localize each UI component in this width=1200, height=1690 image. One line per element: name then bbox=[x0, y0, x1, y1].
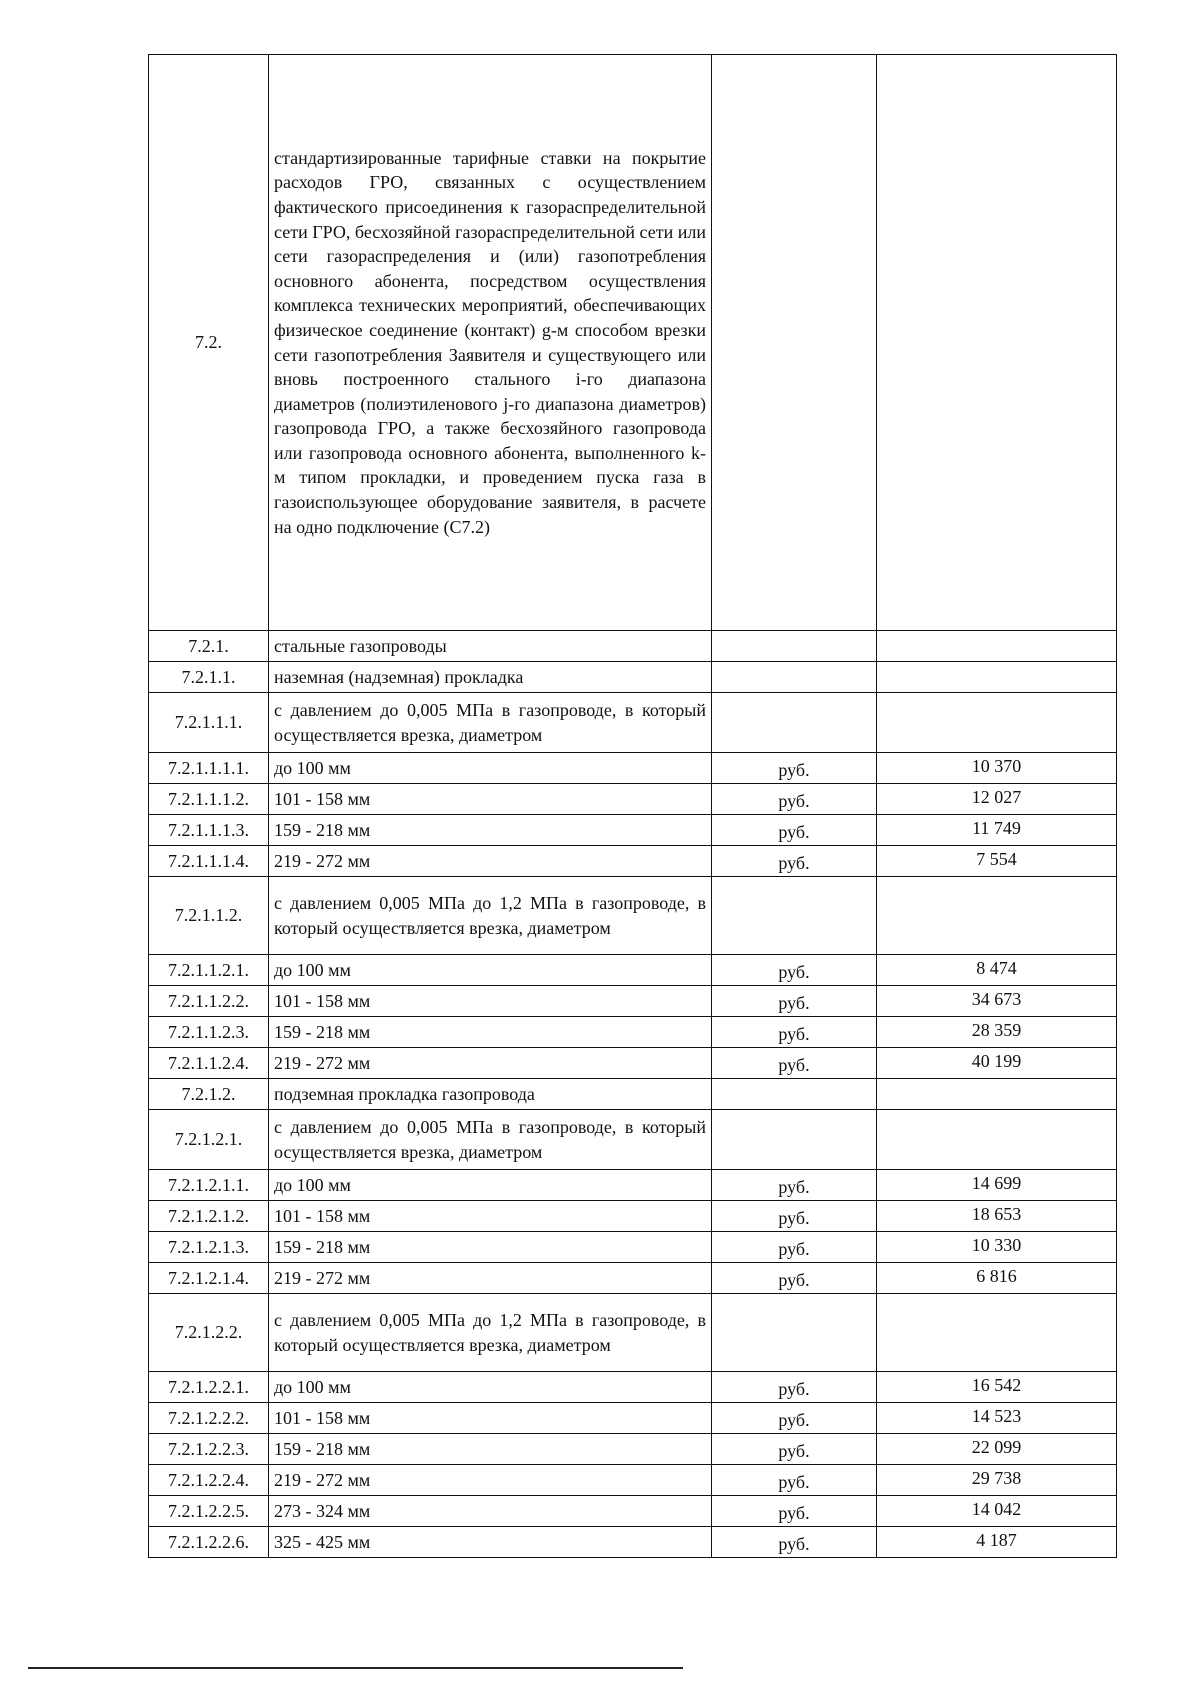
item-description: 101 - 158 мм bbox=[269, 1403, 712, 1434]
item-unit: руб. bbox=[712, 1048, 877, 1079]
item-description: 159 - 218 мм bbox=[269, 815, 712, 846]
table-row bbox=[149, 1434, 1117, 1465]
item-unit: руб. bbox=[712, 815, 877, 846]
item-description: 219 - 272 мм bbox=[269, 1048, 712, 1079]
item-description: 219 - 272 мм bbox=[269, 846, 712, 877]
item-code: 7.2.1.1.1.4. bbox=[149, 846, 269, 877]
item-unit: руб. bbox=[712, 986, 877, 1017]
item-value: 4 187 bbox=[877, 1527, 1117, 1558]
table-row bbox=[149, 55, 1117, 631]
table-row bbox=[149, 1170, 1117, 1201]
item-value: 28 359 bbox=[877, 1017, 1117, 1048]
item-code: 7.2.1.1.2.2. bbox=[149, 986, 269, 1017]
item-code: 7.2.1.1. bbox=[149, 662, 269, 693]
item-description: до 100 мм bbox=[269, 1170, 712, 1201]
item-unit bbox=[712, 1079, 877, 1110]
item-description: 101 - 158 мм bbox=[269, 1201, 712, 1232]
item-code: 7.2.1.2.1.2. bbox=[149, 1201, 269, 1232]
item-unit: руб. bbox=[712, 1170, 877, 1201]
item-unit bbox=[712, 693, 877, 753]
item-value: 29 738 bbox=[877, 1465, 1117, 1496]
table-row bbox=[149, 753, 1117, 784]
item-code: 7.2.1.1.1.3. bbox=[149, 815, 269, 846]
item-unit: руб. bbox=[712, 846, 877, 877]
table-row bbox=[149, 1496, 1117, 1527]
item-unit: руб. bbox=[712, 955, 877, 986]
table-row bbox=[149, 1465, 1117, 1496]
item-unit: руб. bbox=[712, 1527, 877, 1558]
item-code: 7.2.1. bbox=[149, 631, 269, 662]
item-code: 7.2.1.2.2. bbox=[149, 1294, 269, 1372]
item-description: 273 - 324 мм bbox=[269, 1496, 712, 1527]
item-description: 101 - 158 мм bbox=[269, 784, 712, 815]
item-code: 7.2.1.2.1.4. bbox=[149, 1263, 269, 1294]
item-code: 7.2.1.2. bbox=[149, 1079, 269, 1110]
item-code: 7.2.1.1.1.1. bbox=[149, 753, 269, 784]
item-code: 7.2.1.1.1. bbox=[149, 693, 269, 753]
table-row bbox=[149, 1403, 1117, 1434]
item-description: наземная (надземная) прокладка bbox=[269, 662, 712, 693]
item-unit bbox=[712, 1294, 877, 1372]
table-row bbox=[149, 1372, 1117, 1403]
item-description: до 100 мм bbox=[269, 1372, 712, 1403]
item-value bbox=[877, 877, 1117, 955]
item-code: 7.2.1.1.2. bbox=[149, 877, 269, 955]
table-row bbox=[149, 693, 1117, 753]
item-unit: руб. bbox=[712, 1263, 877, 1294]
item-value: 22 099 bbox=[877, 1434, 1117, 1465]
item-unit: руб. bbox=[712, 1434, 877, 1465]
item-unit bbox=[712, 662, 877, 693]
item-value: 12 027 bbox=[877, 784, 1117, 815]
item-description: 101 - 158 мм bbox=[269, 986, 712, 1017]
footer-divider bbox=[28, 1667, 683, 1669]
item-description: 325 - 425 мм bbox=[269, 1527, 712, 1558]
item-code: 7.2.1.1.1.2. bbox=[149, 784, 269, 815]
table-row bbox=[149, 1201, 1117, 1232]
item-code: 7.2.1.2.2.3. bbox=[149, 1434, 269, 1465]
item-description: до 100 мм bbox=[269, 955, 712, 986]
item-unit: руб. bbox=[712, 1465, 877, 1496]
item-code: 7.2.1.2.1. bbox=[149, 1110, 269, 1170]
item-description: с давлением до 0,005 МПа в газопроводе, в который осуществляется врезка, диаметром bbox=[269, 1110, 712, 1170]
table-row bbox=[149, 955, 1117, 986]
item-value: 14 523 bbox=[877, 1403, 1117, 1434]
item-code: 7.2.1.2.1.3. bbox=[149, 1232, 269, 1263]
table-row bbox=[149, 1294, 1117, 1372]
table-row bbox=[149, 877, 1117, 955]
table-row bbox=[149, 662, 1117, 693]
table-row bbox=[149, 846, 1117, 877]
item-value: 6 816 bbox=[877, 1263, 1117, 1294]
item-unit bbox=[712, 631, 877, 662]
item-value: 16 542 bbox=[877, 1372, 1117, 1403]
item-unit: руб. bbox=[712, 1372, 877, 1403]
table-row bbox=[149, 631, 1117, 662]
item-value: 40 199 bbox=[877, 1048, 1117, 1079]
item-unit bbox=[712, 55, 877, 631]
table-row bbox=[149, 1048, 1117, 1079]
item-description: 159 - 218 мм bbox=[269, 1434, 712, 1465]
item-description: 219 - 272 мм bbox=[269, 1465, 712, 1496]
item-unit: руб. bbox=[712, 1403, 877, 1434]
item-value: 11 749 bbox=[877, 815, 1117, 846]
item-value bbox=[877, 55, 1117, 631]
table-row bbox=[149, 815, 1117, 846]
table-row bbox=[149, 1263, 1117, 1294]
item-value: 10 370 bbox=[877, 753, 1117, 784]
item-value: 18 653 bbox=[877, 1201, 1117, 1232]
item-unit: руб. bbox=[712, 1017, 877, 1048]
item-value bbox=[877, 693, 1117, 753]
table-row bbox=[149, 1079, 1117, 1110]
item-value: 14 042 bbox=[877, 1496, 1117, 1527]
item-unit bbox=[712, 1110, 877, 1170]
item-description: до 100 мм bbox=[269, 753, 712, 784]
item-code: 7.2.1.2.2.5. bbox=[149, 1496, 269, 1527]
item-description: стальные газопроводы bbox=[269, 631, 712, 662]
item-value bbox=[877, 1294, 1117, 1372]
item-code: 7.2.1.2.2.6. bbox=[149, 1527, 269, 1558]
item-unit: руб. bbox=[712, 784, 877, 815]
item-code: 7.2.1.2.2.2. bbox=[149, 1403, 269, 1434]
item-description: стандартизированные тарифные ставки на покрытие расходов ГРО, связанных с осуществлением фактического присоединения к газораспределительной сети ГРО, бесхозяйной газораспределительной сети или сети газораспределения и (или) газопотребления основного абонента, посредством осуществления комплекса технических мероприятий, обеспечивающих физическое соединение (контакт) g-м способом врезки сети газопотребления Заявителя и существующего или вновь построенного стального i-го диапазона диаметров (полиэтиленового j-го диапазона диаметров) газопровода ГРО, а также бесхозяйного газопровода или газопровода основного абонента, выполненного k-м типом прокладки, и проведением пуска газа в газоиспользующее оборудование заявителя, в расчете на одно подключение (С7.2) bbox=[269, 55, 712, 631]
item-unit bbox=[712, 877, 877, 955]
item-value bbox=[877, 1079, 1117, 1110]
item-value: 7 554 bbox=[877, 846, 1117, 877]
table-row bbox=[149, 1017, 1117, 1048]
table-row bbox=[149, 1232, 1117, 1263]
table-row bbox=[149, 1110, 1117, 1170]
item-value bbox=[877, 662, 1117, 693]
item-value: 14 699 bbox=[877, 1170, 1117, 1201]
item-description: с давлением 0,005 МПа до 1,2 МПа в газопроводе, в который осуществляется врезка, диаметром bbox=[269, 1294, 712, 1372]
tariff-table bbox=[148, 54, 1117, 1558]
item-description: подземная прокладка газопровода bbox=[269, 1079, 712, 1110]
item-code: 7.2. bbox=[149, 55, 269, 631]
table-row bbox=[149, 1527, 1117, 1558]
item-code: 7.2.1.2.2.4. bbox=[149, 1465, 269, 1496]
item-value bbox=[877, 631, 1117, 662]
item-value: 34 673 bbox=[877, 986, 1117, 1017]
table-row bbox=[149, 784, 1117, 815]
item-description: 159 - 218 мм bbox=[269, 1232, 712, 1263]
item-code: 7.2.1.2.2.1. bbox=[149, 1372, 269, 1403]
item-description: с давлением до 0,005 МПа в газопроводе, в который осуществляется врезка, диаметром bbox=[269, 693, 712, 753]
item-value: 8 474 bbox=[877, 955, 1117, 986]
item-unit: руб. bbox=[712, 1232, 877, 1263]
item-unit: руб. bbox=[712, 1201, 877, 1232]
item-code: 7.2.1.2.1.1. bbox=[149, 1170, 269, 1201]
item-value bbox=[877, 1110, 1117, 1170]
item-description: 159 - 218 мм bbox=[269, 1017, 712, 1048]
item-code: 7.2.1.1.2.4. bbox=[149, 1048, 269, 1079]
item-unit: руб. bbox=[712, 753, 877, 784]
item-code: 7.2.1.1.2.1. bbox=[149, 955, 269, 986]
item-description: 219 - 272 мм bbox=[269, 1263, 712, 1294]
item-code: 7.2.1.1.2.3. bbox=[149, 1017, 269, 1048]
item-description: с давлением 0,005 МПа до 1,2 МПа в газопроводе, в который осуществляется врезка, диаметром bbox=[269, 877, 712, 955]
item-unit: руб. bbox=[712, 1496, 877, 1527]
table-row bbox=[149, 986, 1117, 1017]
item-value: 10 330 bbox=[877, 1232, 1117, 1263]
